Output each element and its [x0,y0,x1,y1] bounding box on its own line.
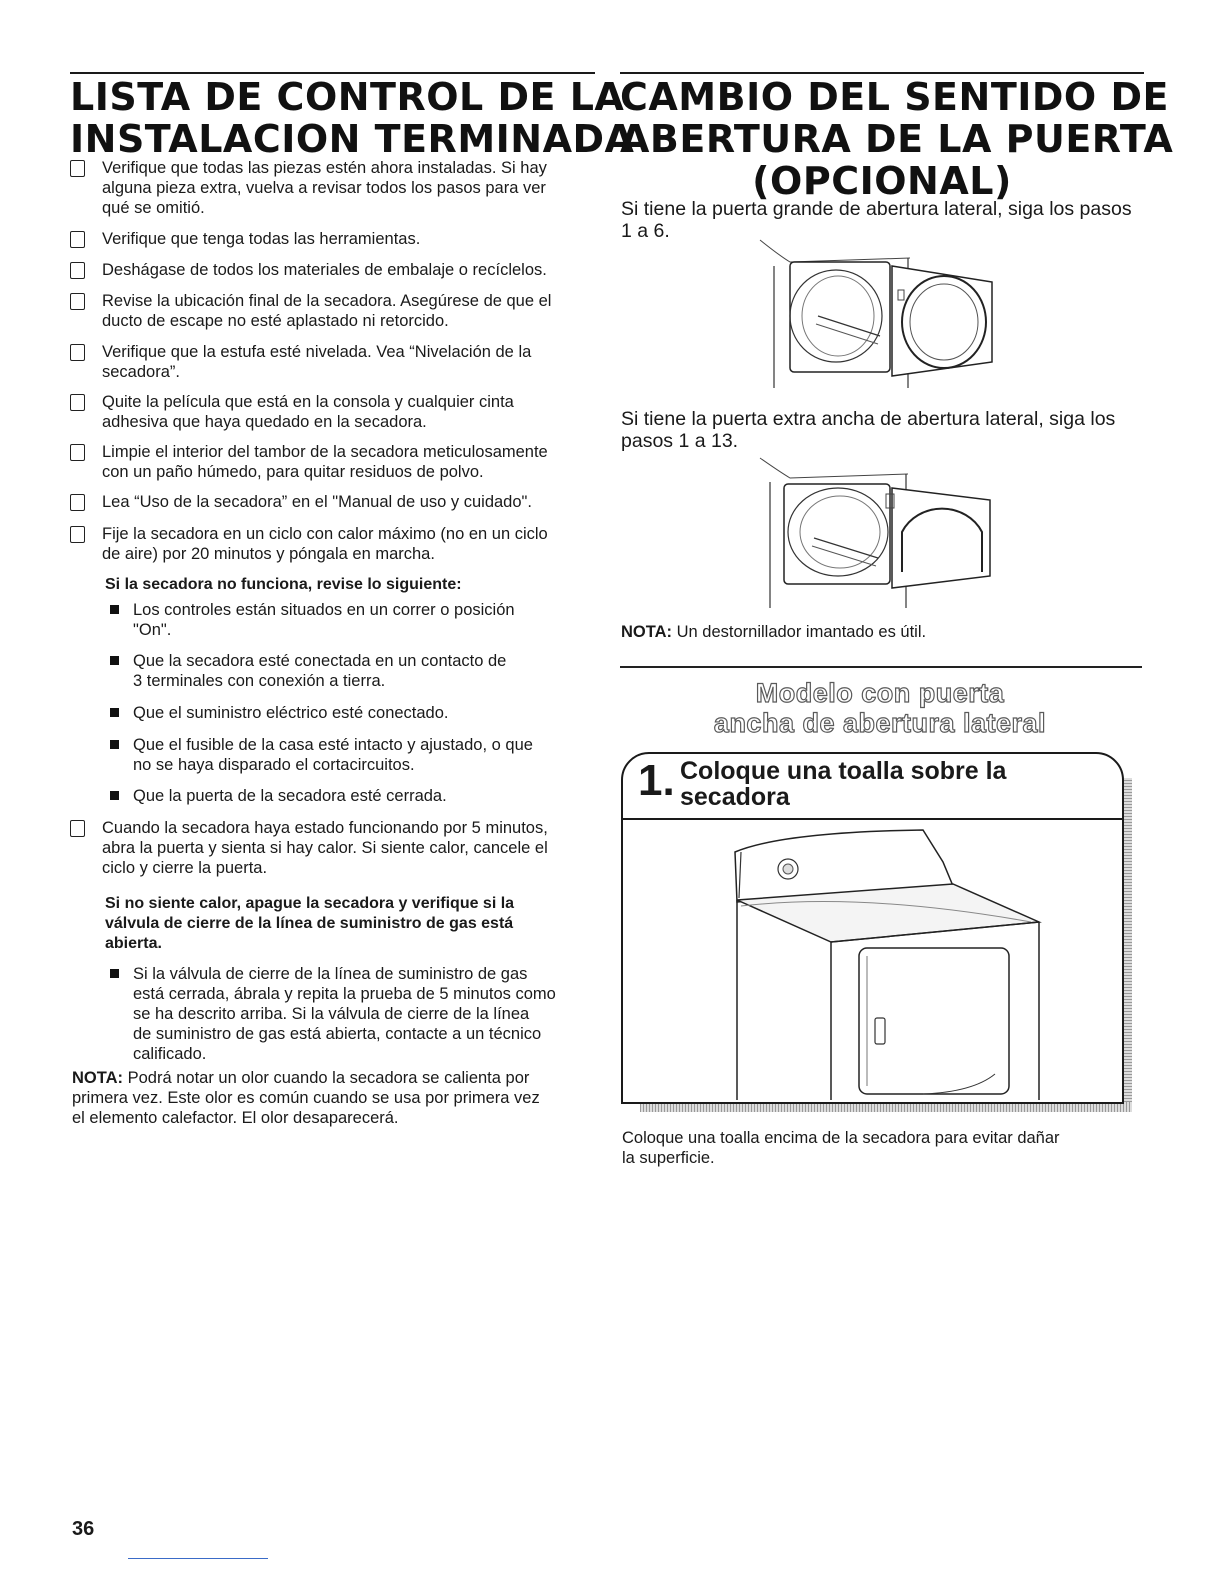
dryer-towel-illustration [623,822,1120,1100]
checkbox[interactable] [70,293,85,310]
checkbox[interactable] [70,444,85,461]
checkbox[interactable] [70,820,85,837]
left-heading-rule [70,72,595,74]
bullet-square [110,656,119,665]
left-heading-line-1: LISTA DE CONTROL DE LA [70,75,625,119]
checklist-line: con un paño húmedo, para quitar residuos de polvo. [102,463,484,481]
checklist-line: Verifique que todas las piezas estén ahora instaladas. Si hay [102,159,547,177]
step-number: 1. [638,756,675,805]
checklist-line: alguna pieza extra, vuelva a revisar todos los pasos para ver [102,179,546,197]
step-1-divider [621,818,1123,820]
left-heading [70,75,635,161]
bullet-square [110,708,119,717]
checkbox[interactable] [70,231,85,248]
step-caption: Coloque una toalla encima de la secadora para evitar dañar la superficie. [622,1129,1060,1167]
checklist-item [70,260,595,280]
checklist-line: de aire) por 20 minutos y póngala en marcha. [102,545,435,563]
checklist-item [70,291,595,331]
bullet-line: Si la válvula de cierre de la línea de suministro de gas [133,965,528,983]
bullet-line: Que el suministro eléctrico esté conectado. [133,704,449,722]
bullet-line: no se haya disparado el cortacircuitos. [133,756,415,774]
bullet-line: de suministro de gas está abierta, contacte a un técnico [133,1025,542,1043]
right-note-label: NOTA: [621,623,673,641]
bullet-item [110,651,590,691]
checklist-line: Cuando la secadora haya estado funcionando por 5 minutos, [102,819,548,837]
checklist-line: Revise la ubicación final de la secadora. Asegúrese de que el [102,292,552,310]
checklist-line: ciclo y cierre la puerta. [102,859,268,877]
footer-line [128,1558,268,1559]
bullet-item [110,964,600,1064]
checklist-line: Fije la secadora en un ciclo con calor máximo (no en un ciclo [102,525,548,543]
checkbox[interactable] [70,344,85,361]
checklist-line: Lea “Uso de la secadora” en el "Manual de uso y cuidado". [102,493,532,511]
no-heat-note: Si no siente calor, apague la secadora y verifique si la válvula de cierre de la línea de suministro de gas está abierta. [105,895,515,952]
bullet-line: 3 terminales con conexión a tierra. [133,672,386,690]
large-door-instruction: Si tiene la puerta grande de abertura lateral, siga los pasos 1 a 6. [621,198,1132,242]
bullet-line: Que la secadora esté conectada en un contacto de [133,652,507,670]
model-title: Modelo con puerta ancha de abertura lateral [713,678,1047,738]
checklist-item [70,342,595,382]
checklist-line: Deshágase de todos los materiales de embalaje o recíclelos. [102,261,547,279]
note-line: primera vez. Este olor es común cuando se usa por primera vez [72,1089,540,1107]
right-heading-line-2: ABERTURA DE LA PUERTA [620,117,1174,161]
checkbox[interactable] [70,526,85,543]
bullet-item [110,735,590,775]
bullet-square [110,605,119,614]
bullet-line: Los controles están situados en un correr o posición [133,601,515,619]
checkbox[interactable] [70,494,85,511]
checklist-line: Quite la película que está en la consola y cualquier cinta [102,393,514,411]
wide-door-dryer-illustration [760,454,1000,612]
section-divider [620,666,1142,668]
bullet-line: está cerrada, ábrala y repita la prueba de 5 minutos como [133,985,556,1003]
note-line: Podrá notar un olor cuando la secadora se calienta por [127,1069,530,1087]
checklist-item [70,158,595,218]
note-label: NOTA: [72,1069,124,1087]
checkbox[interactable] [70,394,85,411]
right-heading-rule [620,72,1144,74]
right-heading-line-1: CAMBIO DEL SENTIDO DE [620,75,1169,119]
note-paragraph [72,1068,597,1128]
checklist-item [70,524,595,564]
checklist-line: qué se omitió. [102,199,205,217]
bullet-item [110,703,590,723]
checklist-line: secadora”. [102,363,180,381]
checkbox[interactable] [70,160,85,177]
right-heading [620,75,1174,203]
checklist-line: Verifique que la estufa esté nivelada. Vea “Nivelación de la [102,343,532,361]
bullet-line: Que el fusible de la casa esté intacto y ajustado, o que [133,736,533,754]
left-heading-line-2: INSTALACION TERMINADA [70,117,635,161]
bullet-square [110,791,119,800]
bullet-square [110,740,119,749]
bullet-line: calificado. [133,1045,207,1063]
step-title: Coloque una toalla sobre la secadora [680,757,1007,811]
checkbox[interactable] [70,262,85,279]
page-number: 36 [72,1518,95,1540]
bullet-item [110,600,590,640]
bullet-line: Que la puerta de la secadora esté cerrada. [133,787,447,805]
bullet-square [110,969,119,978]
bullet-line: "On". [133,621,172,639]
right-heading-line-3: (OPCIONAL) [752,159,1012,203]
checklist-item [70,229,595,249]
checklist-item [70,492,595,512]
checklist-item [70,818,595,878]
large-door-dryer-illustration [760,236,1000,394]
note-line: el elemento calefactor. El olor desaparecerá. [72,1109,399,1127]
checklist-item [70,392,595,432]
checklist-line: ducto de escape no esté aplastado ni retorcido. [102,312,449,330]
checklist-line: abra la puerta y sienta si hay calor. Si siente calor, cancele el [102,839,548,857]
right-note-text: Un destornillador imantado es útil. [676,623,927,641]
checklist-line: adhesiva que haya quedado en la secadora. [102,413,427,431]
bullet-line: se ha descrito arriba. Si la válvula de cierre de la línea [133,1005,530,1023]
wide-door-instruction: Si tiene la puerta extra ancha de abertura lateral, siga los pasos 1 a 13. [621,408,1116,452]
troubleshoot-heading: Si la secadora no funciona, revise lo siguiente: [105,576,462,593]
checklist-line: Limpie el interior del tambor de la secadora meticulosamente [102,443,548,461]
right-note [621,622,926,642]
bullet-item [110,786,590,806]
checklist-line: Verifique que tenga todas las herramientas. [102,230,421,248]
checklist-item [70,442,595,482]
